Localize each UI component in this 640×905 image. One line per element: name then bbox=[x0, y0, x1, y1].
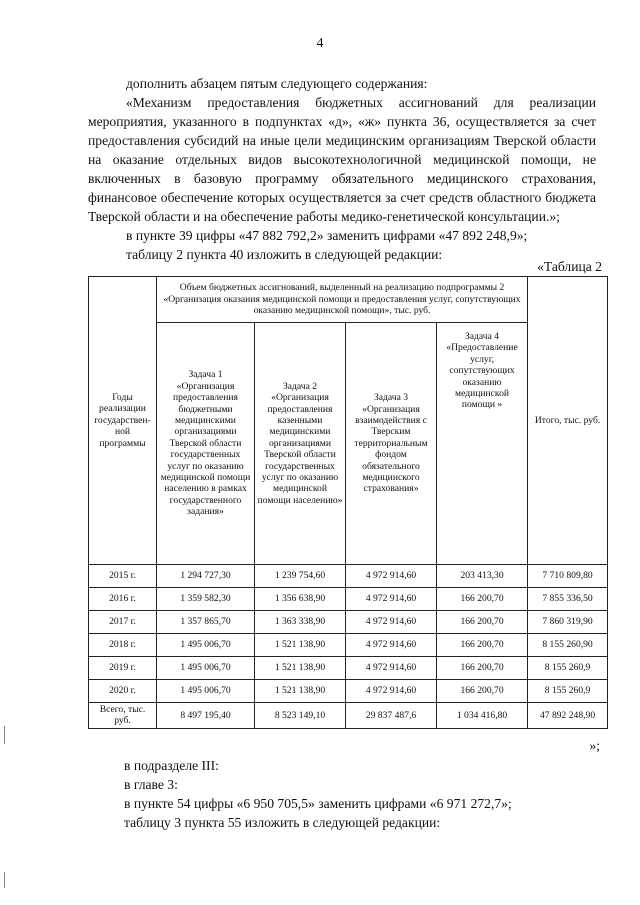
table-row bbox=[89, 611, 608, 634]
header-task-4: Задача 4 «Предоставление услуг, сопутствующих оказанию медицинской помощи » bbox=[437, 323, 528, 565]
cell-value: 1 521 138,90 bbox=[255, 634, 346, 657]
paragraph: «Механизм предоставления бюджетных ассигнований для реализации мероприятия, указанного в подпунктах «д», «ж» пункта 36, осуществляется за счет предоставления субсидий на иные цели медицинским организациям Тверской области на оказание отдельных видов высокотехнологичной медицинской помощи, не включенных в базовую программу обязательного медицинского страхования, финансовое обеспечение которых осуществляется за счет средств областного бюджета Тверской области и на обеспечение работы медико-генетической консультации.»; bbox=[88, 95, 596, 224]
margin-mark bbox=[4, 726, 11, 744]
table-row bbox=[89, 565, 608, 588]
text-line: таблицу 3 пункта 55 изложить в следующей редакции: bbox=[124, 815, 441, 830]
cell-value: 1 356 638,90 bbox=[255, 588, 346, 611]
cell-year: Всего, тыс. руб. bbox=[89, 703, 157, 729]
cell-year: 2015 г. bbox=[89, 565, 157, 588]
cell-total: 7 710 809,80 bbox=[528, 565, 608, 588]
header-years: Годы реализации государствен-ной программы bbox=[89, 277, 157, 565]
cell-value: 203 413,30 bbox=[437, 565, 528, 588]
cell-year: 2016 г. bbox=[89, 588, 157, 611]
text-line: в главе 3: bbox=[124, 777, 178, 792]
cell-value: 1 521 138,90 bbox=[255, 657, 346, 680]
table-row bbox=[89, 680, 608, 703]
cell-total: 8 155 260,9 bbox=[528, 680, 608, 703]
cell-value: 166 200,70 bbox=[437, 611, 528, 634]
cell-value: 166 200,70 bbox=[437, 634, 528, 657]
cell-year: 2020 г. bbox=[89, 680, 157, 703]
table-row-total bbox=[89, 703, 608, 729]
cell-value: 166 200,70 bbox=[437, 588, 528, 611]
cell-value: 1 357 865,70 bbox=[157, 611, 255, 634]
cell-year: 2018 г. bbox=[89, 634, 157, 657]
table-row bbox=[89, 657, 608, 680]
cell-total: 7 855 336,50 bbox=[528, 588, 608, 611]
cell-value: 1 239 754,60 bbox=[255, 565, 346, 588]
cell-value: 4 972 914,60 bbox=[346, 611, 437, 634]
cell-total: 8 155 260,90 bbox=[528, 634, 608, 657]
table-label: «Таблица 2 bbox=[537, 259, 602, 274]
cell-value: 1 294 727,30 bbox=[157, 565, 255, 588]
cell-total: 7 860 319,90 bbox=[528, 611, 608, 634]
cell-year: 2019 г. bbox=[89, 657, 157, 680]
cell-value: 4 972 914,60 bbox=[346, 634, 437, 657]
cell-value: 1 034 416,80 bbox=[437, 703, 528, 729]
after-text bbox=[124, 756, 512, 832]
cell-value: 8 497 195,40 bbox=[157, 703, 255, 729]
body-text bbox=[88, 74, 596, 264]
cell-value: 4 972 914,60 bbox=[346, 565, 437, 588]
cell-value: 1 495 006,70 bbox=[157, 680, 255, 703]
cell-year: 2017 г. bbox=[89, 611, 157, 634]
page-number: 4 bbox=[316, 36, 324, 51]
cell-value: 8 523 149,10 bbox=[255, 703, 346, 729]
paragraph: в пункте 39 цифры «47 882 792,2» заменить цифрами «47 892 248,9»; bbox=[126, 228, 528, 243]
margin-mark bbox=[4, 872, 11, 888]
header-total: Итого, тыс. руб. bbox=[528, 277, 608, 565]
closing-quote: »; bbox=[589, 738, 600, 753]
cell-value: 1 521 138,90 bbox=[255, 680, 346, 703]
cell-total: 8 155 260,9 bbox=[528, 657, 608, 680]
header-task-3: Задача 3 «Организация взаимодействия с Тверским территориальным фондом обязательного медицинского страхования» bbox=[346, 323, 437, 565]
header-group: Объем бюджетных ассигнований, выделенный на реализацию подпрограммы 2 «Организация оказания медицинской помощи и предоставления услуг, сопутствующих оказанию медицинской помощи», тыс. руб. bbox=[157, 277, 528, 323]
header-task-1: Задача 1 «Организация предоставления бюджетными медицинскими организациями Тверской области государственных услуг по оказанию медицинской помощи населению в рамках государственного задания» bbox=[157, 323, 255, 565]
cell-value: 4 972 914,60 bbox=[346, 657, 437, 680]
cell-value: 166 200,70 bbox=[437, 680, 528, 703]
cell-value: 1 495 006,70 bbox=[157, 634, 255, 657]
text-line: в пункте 54 цифры «6 950 705,5» заменить цифрами «6 971 272,7»; bbox=[124, 796, 512, 811]
cell-value: 29 837 487,6 bbox=[346, 703, 437, 729]
cell-value: 4 972 914,60 bbox=[346, 588, 437, 611]
cell-value: 4 972 914,60 bbox=[346, 680, 437, 703]
cell-value: 1 363 338,90 bbox=[255, 611, 346, 634]
allocation-table bbox=[88, 276, 608, 729]
header-task-2: Задача 2 «Организация предоставления казенными медицинскими организациями Тверской области государственных услуг по оказанию медицинской помощи населению» bbox=[255, 323, 346, 565]
cell-value: 1 359 582,30 bbox=[157, 588, 255, 611]
table-row bbox=[89, 588, 608, 611]
text-line: в подразделе III: bbox=[124, 758, 219, 773]
cell-value: 166 200,70 bbox=[437, 657, 528, 680]
paragraph: дополнить абзацем пятым следующего содержания: bbox=[126, 76, 428, 91]
table-row bbox=[89, 634, 608, 657]
paragraph: таблицу 2 пункта 40 изложить в следующей редакции: bbox=[126, 247, 443, 262]
cell-total: 47 892 248,90 bbox=[528, 703, 608, 729]
cell-value: 1 495 006,70 bbox=[157, 657, 255, 680]
